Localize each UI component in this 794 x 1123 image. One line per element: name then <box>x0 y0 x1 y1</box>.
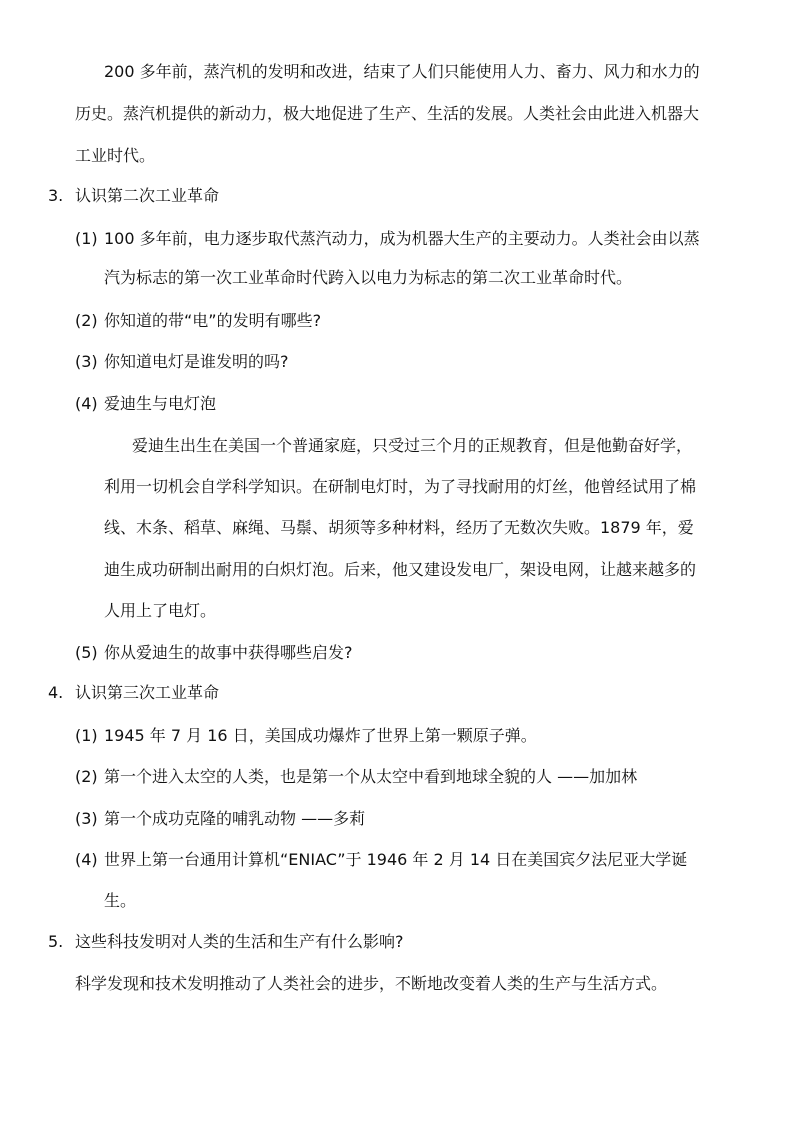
intro-line-2: 历史。蒸汽机提供的新动力，极大地促进了生产、生活的发展。人类社会由此进入机器大 <box>75 104 700 123</box>
section-5-answer: 科学发现和技术发明推动了人类社会的进步，不断地改变着人类的生产与生活方式。 <box>75 974 668 993</box>
section-4-title: 认识第三次工业革命 <box>75 683 220 702</box>
s4-item-2-text: 第一个进入太空的人类，也是第一个从太空中看到地球全貌的人 ——加加林 <box>104 767 638 786</box>
story-line-5: 人用上了电灯。 <box>104 601 217 620</box>
s3-item-3-text: 你知道电灯是谁发明的吗? <box>104 352 289 371</box>
section-5-title: 这些科技发明对人类的生活和生产有什么影响? <box>75 932 404 951</box>
section-3-number: 3. <box>48 186 64 205</box>
s3-item-3-number: (3) <box>75 352 98 371</box>
s3-item-2-text: 你知道的带“电”的发明有哪些? <box>104 311 322 330</box>
section-3-title: 认识第二次工业革命 <box>75 186 220 205</box>
section-5-number: 5. <box>48 932 64 951</box>
story-line-1: 爱迪生出生在美国一个普通家庭，只受过三个月的正规教育，但是他勤奋好学， <box>132 436 693 455</box>
s4-item-1-number: (1) <box>75 726 98 745</box>
s3-item-4-number: (4) <box>75 394 98 413</box>
s4-item-4-line-2: 生。 <box>104 891 137 910</box>
s4-item-4-number: (4) <box>75 850 98 869</box>
s3-item-2-number: (2) <box>75 311 98 330</box>
story-line-2: 利用一切机会自学科学知识。在研制电灯时，为了寻找耐用的灯丝，他曾经试用了棉 <box>104 477 697 496</box>
s4-item-2-number: (2) <box>75 767 98 786</box>
intro-line-3: 工业时代。 <box>75 146 156 165</box>
section-4-number: 4. <box>48 683 64 702</box>
s3-item-5-text: 你从爱迪生的故事中获得哪些启发? <box>104 643 353 662</box>
s4-item-1-text: 1945 年 7 月 16 日，美国成功爆炸了世界上第一颗原子弹。 <box>104 726 537 745</box>
s4-item-3-number: (3) <box>75 809 98 828</box>
story-line-3: 线、木条、稻草、麻绳、马鬃、胡须等多种材料，经历了无数次失败。1879 年，爱 <box>104 518 694 537</box>
intro-line-1: 200 多年前，蒸汽机的发明和改进，结束了人们只能使用人力、畜力、风力和水力的 <box>104 62 700 81</box>
s3-item-1-number: (1) <box>75 229 98 248</box>
s3-item-1-line-1: 100 多年前，电力逐步取代蒸汽动力，成为机器大生产的主要动力。人类社会由以蒸 <box>104 229 700 248</box>
s3-item-5-number: (5) <box>75 643 98 662</box>
s4-item-3-text: 第一个成功克隆的哺乳动物 ——多莉 <box>104 809 366 828</box>
story-line-4: 迪生成功研制出耐用的白炽灯泡。后来，他又建设发电厂，架设电网，让越来越多的 <box>104 560 697 579</box>
s3-item-4-text: 爱迪生与电灯泡 <box>104 394 217 413</box>
s4-item-4-line-1: 世界上第一台通用计算机“ENIAC”于 1946 年 2 月 14 日在美国宾夕法尼亚大学诞 <box>104 850 688 869</box>
s3-item-1-line-2: 汽为标志的第一次工业革命时代跨入以电力为标志的第二次工业革命时代。 <box>104 268 633 287</box>
